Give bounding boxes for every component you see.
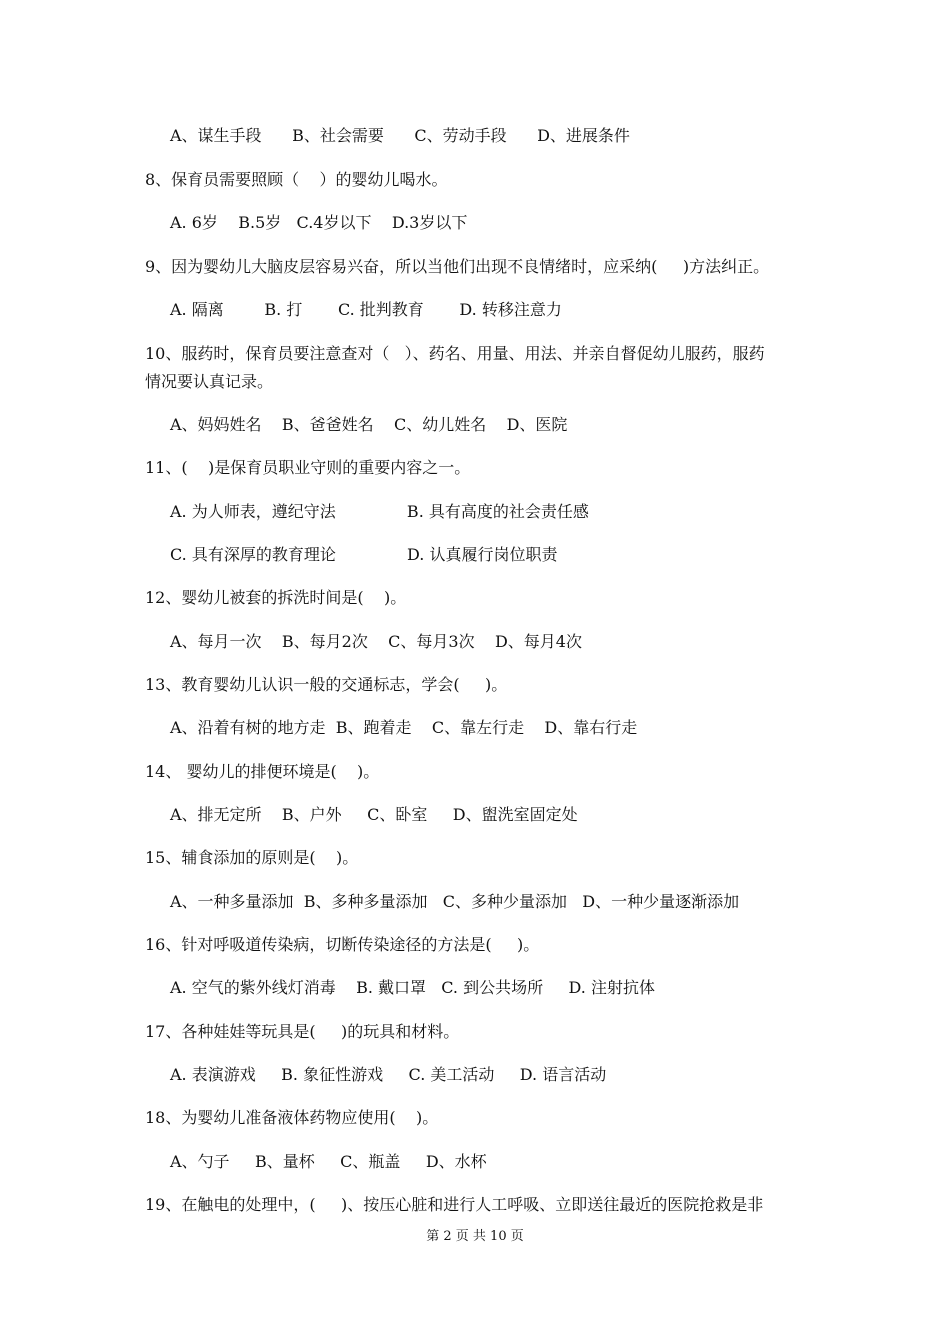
question-line: 19、在触电的处理中，( )、按压心脏和进行人工呼吸、立即送往最近的医院抢救是非	[145, 1195, 764, 1214]
option-line: C. 具有深厚的教育理论 D. 认真履行岗位职责	[170, 545, 558, 564]
question-line: 9、因为婴幼儿大脑皮层容易兴奋，所以当他们出现不良情绪时，应采纳( )方法纠正。	[145, 257, 770, 276]
question-line: 16、针对呼吸道传染病，切断传染途径的方法是( )。	[145, 935, 540, 954]
question-line: 12、婴幼儿被套的拆洗时间是( )。	[145, 588, 407, 607]
page-footer: 第 2 页 共 10 页	[426, 1229, 524, 1244]
option-line: A. 为人师表，遵纪守法 B. 具有高度的社会责任感	[170, 502, 589, 521]
question-line: 8、保育员需要照顾（ ）的婴幼儿喝水。	[145, 170, 448, 189]
question-line: 11、( )是保育员职业守则的重要内容之一。	[145, 458, 471, 477]
option-line: A、勺子 B、量杯 C、瓶盖 D、水杯	[170, 1152, 487, 1171]
option-line: A. 表演游戏 B. 象征性游戏 C. 美工活动 D. 语言活动	[170, 1065, 607, 1084]
question-line: 15、辅食添加的原则是( )。	[145, 848, 359, 867]
question-line: 情况要认真记录。	[145, 372, 274, 391]
option-line: A、妈妈姓名 B、爸爸姓名 C、幼儿姓名 D、医院	[170, 415, 568, 434]
question-line: 10、服药时，保育员要注意查对（ ）、药名、用量、用法、并亲自督促幼儿服药，服药	[145, 344, 765, 363]
option-line: A. 空气的紫外线灯消毒 B. 戴口罩 C. 到公共场所 D. 注射抗体	[170, 978, 655, 997]
option-line: A. 6岁 B.5岁 C.4岁以下 D.3岁以下	[170, 213, 468, 232]
option-line: A、沿着有树的地方走 B、跑着走 C、靠左行走 D、靠右行走	[170, 718, 638, 737]
option-line: A、排无定所 B、户外 C、卧室 D、盥洗室固定处	[170, 805, 578, 824]
question-line: 13、教育婴幼儿认识一般的交通标志，学会( )。	[145, 675, 508, 694]
option-line: A. 隔离 B. 打 C. 批判教育 D. 转移注意力	[170, 300, 562, 319]
question-line: 17、各种娃娃等玩具是( )的玩具和材料。	[145, 1022, 460, 1041]
option-line: A、一种多量添加 B、多种多量添加 C、多种少量添加 D、一种少量逐渐添加	[170, 892, 740, 911]
question-line: 14、 婴幼儿的排便环境是( )。	[145, 762, 380, 781]
option-line: A、每月一次 B、每月2次 C、每月3次 D、每月4次	[170, 632, 582, 651]
question-line: 18、为婴幼儿准备液体药物应使用( )。	[145, 1108, 439, 1127]
option-line: A、谋生手段 B、社会需要 C、劳动手段 D、进展条件	[170, 126, 630, 145]
